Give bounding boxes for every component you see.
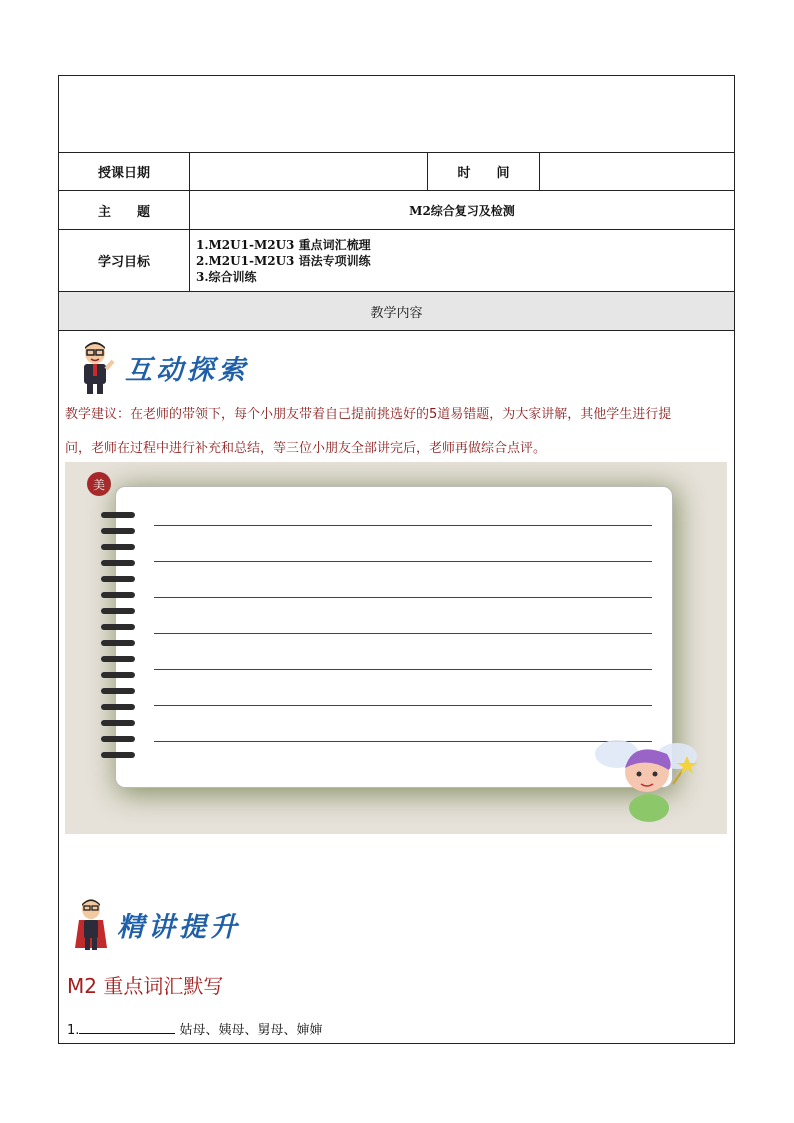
lesson-plan-table <box>58 75 735 1044</box>
teacher-avatar-icon <box>73 339 117 395</box>
answer-blank[interactable] <box>79 1021 175 1034</box>
spiral-ring-icon <box>101 624 135 630</box>
advice-line: 教学建议：在老师的带领下，每个小朋友带着自己提前挑选好的5道易错题，为大家讲解，其他学生进行提 <box>65 407 672 422</box>
vocabulary-heading: M2 重点词汇默写 <box>67 974 224 998</box>
spiral-ring-icon <box>101 656 135 662</box>
section-intensive-lecture <box>73 896 241 952</box>
spiral-ring-icon <box>101 592 135 598</box>
time-label: 时 间 <box>457 166 510 181</box>
spiral-ring-icon <box>101 560 135 566</box>
fairy-icon <box>577 734 707 824</box>
spiral-ring-icon <box>101 608 135 614</box>
section-interactive-explore <box>73 339 249 395</box>
spiral-ring-icon <box>101 720 135 726</box>
writing-line <box>154 669 652 670</box>
spiral-ring-icon <box>101 752 135 758</box>
teaching-advice <box>65 398 729 466</box>
spiral-ring-icon <box>101 688 135 694</box>
writing-line <box>154 633 652 634</box>
content-header: 教学内容 <box>370 305 423 321</box>
topic-value: M2综合复习及检测 <box>409 203 515 218</box>
section1-title: 互动探索 <box>125 354 249 386</box>
spiral-ring-icon <box>101 512 135 518</box>
school-emblem-icon: 美 <box>87 472 111 496</box>
date-label: 授课日期 <box>97 166 150 181</box>
goal-item: 2.M2U1-M2U3 语法专项训练 <box>196 253 371 268</box>
spiral-ring-icon <box>101 640 135 646</box>
goal-item: 1.M2U1-M2U3 重点词汇梳理 <box>196 237 371 252</box>
date-value-field[interactable] <box>190 153 427 190</box>
spiral-ring-icon <box>101 528 135 534</box>
goals-row <box>59 230 734 292</box>
goals-label: 学习目标 <box>97 255 150 270</box>
question-text: 姑母、姨母、舅母、婶婶 <box>179 1023 323 1038</box>
time-value-field[interactable] <box>540 153 734 190</box>
advice-line: 问，老师在过程中进行补充和总结，等三位小朋友全部讲完后，老师再做综合点评。 <box>65 441 547 456</box>
notebook-illustration <box>65 462 727 834</box>
writing-line <box>154 525 652 526</box>
teacher-caped-icon <box>73 896 109 952</box>
section2-title: 精讲提升 <box>117 911 241 943</box>
goals-list <box>190 230 734 291</box>
spiral-ring-icon <box>101 544 135 550</box>
topic-row <box>59 191 734 230</box>
goal-item: 3.综合训练 <box>196 269 257 284</box>
spiral-ring-icon <box>101 736 135 742</box>
topic-label: 主 题 <box>97 204 150 220</box>
spiral-ring-icon <box>101 704 135 710</box>
blank-header-row <box>59 76 734 153</box>
question-number: 1. <box>67 1023 80 1038</box>
content-header-row <box>59 292 734 331</box>
date-time-row <box>59 153 734 191</box>
writing-line <box>154 597 652 598</box>
spiral-ring-icon <box>101 576 135 582</box>
spiral-ring-icon <box>101 672 135 678</box>
writing-line <box>154 705 652 706</box>
question-1 <box>67 1019 323 1038</box>
writing-line <box>154 561 652 562</box>
